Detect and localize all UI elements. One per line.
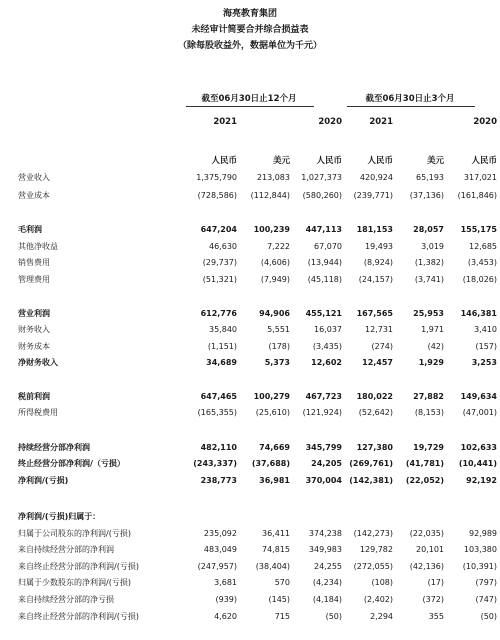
table-cell: (51,321): [202, 275, 237, 284]
table-cell: 355: [428, 612, 444, 621]
table-cell: 12,457: [362, 358, 393, 367]
table-row: [0, 224, 500, 235]
table-cell: 92,989: [469, 529, 497, 538]
table-cell: (4,184): [312, 595, 342, 604]
table-row: [0, 594, 500, 605]
table-cell: 483,049: [203, 545, 237, 554]
table-cell: 482,110: [200, 443, 237, 452]
table-cell: 715: [274, 612, 290, 621]
table-cell: (142,273): [353, 529, 393, 538]
currency-header: 人民币: [316, 156, 342, 166]
row-label: 营业成本: [18, 191, 50, 200]
table-row: [0, 308, 500, 319]
table-cell: 16,037: [314, 325, 342, 334]
table-cell: (108): [371, 578, 393, 587]
table-cell: 5,551: [267, 325, 290, 334]
row-label: 持续经营分部净利润: [18, 443, 90, 452]
table-cell: (797): [475, 578, 497, 587]
table-cell: 24,205: [311, 459, 342, 468]
table-cell: (2,402): [363, 595, 393, 604]
row-label: 财务成本: [18, 342, 50, 351]
table-cell: (8,924): [363, 258, 393, 267]
table-cell: (4,606): [260, 258, 290, 267]
table-cell: 467,723: [305, 392, 342, 401]
table-cell: 181,153: [356, 225, 393, 234]
table-cell: 447,113: [305, 225, 342, 234]
table-cell: (50): [480, 612, 497, 621]
year-header: 2020: [473, 117, 497, 127]
table-cell: (10,441): [458, 459, 497, 468]
currency-header: 人民币: [471, 156, 497, 166]
year-header: 2021: [213, 117, 237, 127]
table-cell: (29,737): [202, 258, 237, 267]
row-label: 净利润/(亏损)归属于：: [18, 512, 101, 521]
table-cell: 19,729: [413, 443, 444, 452]
period-header-12-months: 截至06月30日止12个月: [201, 94, 297, 104]
table-cell: 74,669: [259, 443, 290, 452]
table-cell: (112,844): [250, 191, 290, 200]
company-name: 海亮教育集团: [222, 9, 277, 19]
table-row: [0, 172, 500, 183]
table-cell: (41,781): [405, 459, 444, 468]
table-cell: (145): [268, 595, 290, 604]
table-cell: 1,929: [418, 358, 444, 367]
table-cell: 12,685: [469, 242, 497, 251]
year-header: 2020: [318, 117, 342, 127]
table-cell: 24,255: [314, 562, 342, 571]
table-cell: 102,633: [460, 443, 497, 452]
table-cell: (22,052): [405, 476, 444, 485]
table-row: [0, 391, 500, 402]
table-cell: 349,983: [308, 545, 342, 554]
table-cell: (372): [422, 595, 444, 604]
table-cell: 12,602: [311, 358, 342, 367]
table-row: [0, 442, 500, 453]
table-row: [0, 458, 500, 469]
table-cell: 3,253: [471, 358, 497, 367]
table-cell: (50): [325, 612, 342, 621]
table-cell: 180,022: [356, 392, 393, 401]
table-cell: 570: [274, 578, 290, 587]
year-header: 2021: [369, 117, 393, 127]
table-cell: (274): [371, 342, 393, 351]
table-cell: 36,411: [262, 529, 290, 538]
table-row: [0, 190, 500, 201]
table-cell: 100,239: [253, 225, 290, 234]
table-row: [0, 528, 500, 539]
currency-header: 美元: [272, 156, 290, 166]
table-cell: 3,410: [474, 325, 497, 334]
table-cell: 7,222: [267, 242, 290, 251]
table-cell: (1,382): [414, 258, 444, 267]
table-row: [0, 274, 500, 285]
table-row: [0, 475, 500, 486]
table-cell: 235,092: [203, 529, 237, 538]
table-cell: (3,435): [312, 342, 342, 351]
currency-header: 人民币: [211, 156, 237, 166]
table-row: [0, 577, 500, 588]
table-cell: 34,689: [206, 358, 237, 367]
table-cell: (10,391): [462, 562, 497, 571]
table-cell: 647,204: [200, 225, 237, 234]
table-cell: 127,380: [356, 443, 393, 452]
table-cell: 46,630: [209, 242, 237, 251]
table-cell: 1,375,790: [196, 173, 237, 182]
row-label: 税前利润: [18, 392, 50, 401]
row-label: 归属于公司股东的净利润/(亏损): [18, 529, 131, 538]
row-label: 来自终止经营分部的净利润/(亏损): [18, 562, 139, 571]
table-cell: (25,610): [255, 408, 290, 417]
table-cell: 67,070: [314, 242, 342, 251]
table-cell: (52,642): [358, 408, 393, 417]
period-underline: [186, 106, 314, 107]
table-cell: (22,035): [409, 529, 444, 538]
table-cell: 35,840: [209, 325, 237, 334]
table-cell: 27,882: [413, 392, 444, 401]
table-row: [0, 561, 500, 572]
table-cell: 647,465: [200, 392, 237, 401]
table-cell: 317,021: [463, 173, 497, 182]
table-cell: (8,153): [414, 408, 444, 417]
table-row: [0, 341, 500, 352]
table-cell: (1,151): [207, 342, 237, 351]
table-cell: 4,620: [214, 612, 237, 621]
table-cell: 370,004: [305, 476, 342, 485]
table-cell: (17): [427, 578, 444, 587]
table-cell: 92,192: [466, 476, 497, 485]
table-cell: 3,681: [214, 578, 237, 587]
table-row: [0, 407, 500, 418]
table-cell: (178): [268, 342, 290, 351]
table-cell: 374,238: [308, 529, 342, 538]
table-cell: (37,688): [251, 459, 290, 468]
unit-note: （除每股收益外，数据单位为千元）: [177, 41, 322, 51]
table-cell: 5,373: [264, 358, 290, 367]
table-cell: 65,193: [416, 173, 444, 182]
statement-title: 未经审计简要合并综合损益表: [191, 25, 309, 35]
period-underline: [347, 106, 475, 107]
table-cell: 3,019: [421, 242, 444, 251]
table-cell: (239,771): [353, 191, 393, 200]
table-cell: (38,404): [255, 562, 290, 571]
table-cell: (161,846): [457, 191, 497, 200]
table-cell: (42,136): [409, 562, 444, 571]
table-row: [0, 511, 500, 522]
row-label: 来自终止经营分部的净利润/(亏损): [18, 612, 139, 621]
table-cell: (580,260): [302, 191, 342, 200]
row-label: 净利润/(亏损): [18, 476, 69, 485]
table-cell: (24,157): [358, 275, 393, 284]
table-cell: (47,001): [462, 408, 497, 417]
table-cell: (4,234): [312, 578, 342, 587]
row-label: 营业收入: [18, 173, 50, 182]
table-cell: 612,776: [200, 309, 237, 318]
row-label: 管理费用: [18, 275, 50, 284]
table-cell: 25,953: [413, 309, 444, 318]
table-cell: (18,026): [462, 275, 497, 284]
row-label: 毛利润: [18, 225, 42, 234]
table-cell: (142,381): [349, 476, 393, 485]
row-label: 财务收入: [18, 325, 50, 334]
table-cell: (45,118): [307, 275, 342, 284]
table-cell: (243,337): [193, 459, 237, 468]
row-label: 营业利润: [18, 309, 50, 318]
table-cell: 155,175: [460, 225, 497, 234]
table-row: [0, 357, 500, 368]
row-label: 销售费用: [18, 258, 50, 267]
row-label: 来自持续经营分部的净亏损: [18, 595, 114, 604]
table-cell: (165,355): [197, 408, 237, 417]
table-cell: (747): [475, 595, 497, 604]
table-cell: 20,101: [416, 545, 444, 554]
table-row: [0, 611, 500, 622]
period-header-3-months: 截至06月30日止3个月: [365, 94, 455, 104]
row-label: 归属于少数股东的净利润/(亏损): [18, 578, 131, 587]
table-cell: 19,493: [365, 242, 393, 251]
table-row: [0, 544, 500, 555]
table-cell: (7,949): [260, 275, 290, 284]
row-label: 其他净收益: [18, 242, 58, 251]
table-cell: 238,773: [200, 476, 237, 485]
table-row: [0, 257, 500, 268]
table-cell: 12,731: [365, 325, 393, 334]
table-cell: (269,761): [349, 459, 393, 468]
table-cell: (272,055): [353, 562, 393, 571]
table-cell: 167,565: [356, 309, 393, 318]
table-cell: 455,121: [305, 309, 342, 318]
table-cell: (13,944): [307, 258, 342, 267]
table-cell: 74,815: [262, 545, 290, 554]
row-label: 所得税费用: [18, 408, 58, 417]
table-cell: 103,380: [463, 545, 497, 554]
table-cell: (3,453): [467, 258, 497, 267]
currency-header: 美元: [426, 156, 444, 166]
table-row: [0, 241, 500, 252]
table-cell: 129,782: [359, 545, 393, 554]
table-cell: (37,136): [409, 191, 444, 200]
row-label: 终止经营分部净利润/（亏损）: [18, 459, 125, 468]
table-cell: (121,924): [302, 408, 342, 417]
table-cell: (939): [215, 595, 237, 604]
row-label: 净财务收入: [18, 358, 58, 367]
table-cell: 94,906: [259, 309, 290, 318]
table-cell: 28,057: [413, 225, 444, 234]
row-label: 来自持续经营分部的净利润: [18, 545, 114, 554]
table-cell: 146,381: [460, 309, 497, 318]
table-cell: 1,027,373: [301, 173, 342, 182]
currency-header: 人民币: [367, 156, 393, 166]
table-cell: (42): [427, 342, 444, 351]
table-cell: 345,799: [305, 443, 342, 452]
table-row: [0, 324, 500, 335]
table-cell: (728,586): [197, 191, 237, 200]
table-cell: 1,971: [421, 325, 444, 334]
table-cell: 213,083: [256, 173, 290, 182]
table-cell: (3,741): [414, 275, 444, 284]
table-cell: 36,981: [259, 476, 290, 485]
table-cell: 2,294: [370, 612, 393, 621]
table-cell: (247,957): [197, 562, 237, 571]
table-cell: (157): [475, 342, 497, 351]
table-cell: 149,634: [460, 392, 497, 401]
table-cell: 420,924: [359, 173, 393, 182]
table-cell: 100,279: [253, 392, 290, 401]
